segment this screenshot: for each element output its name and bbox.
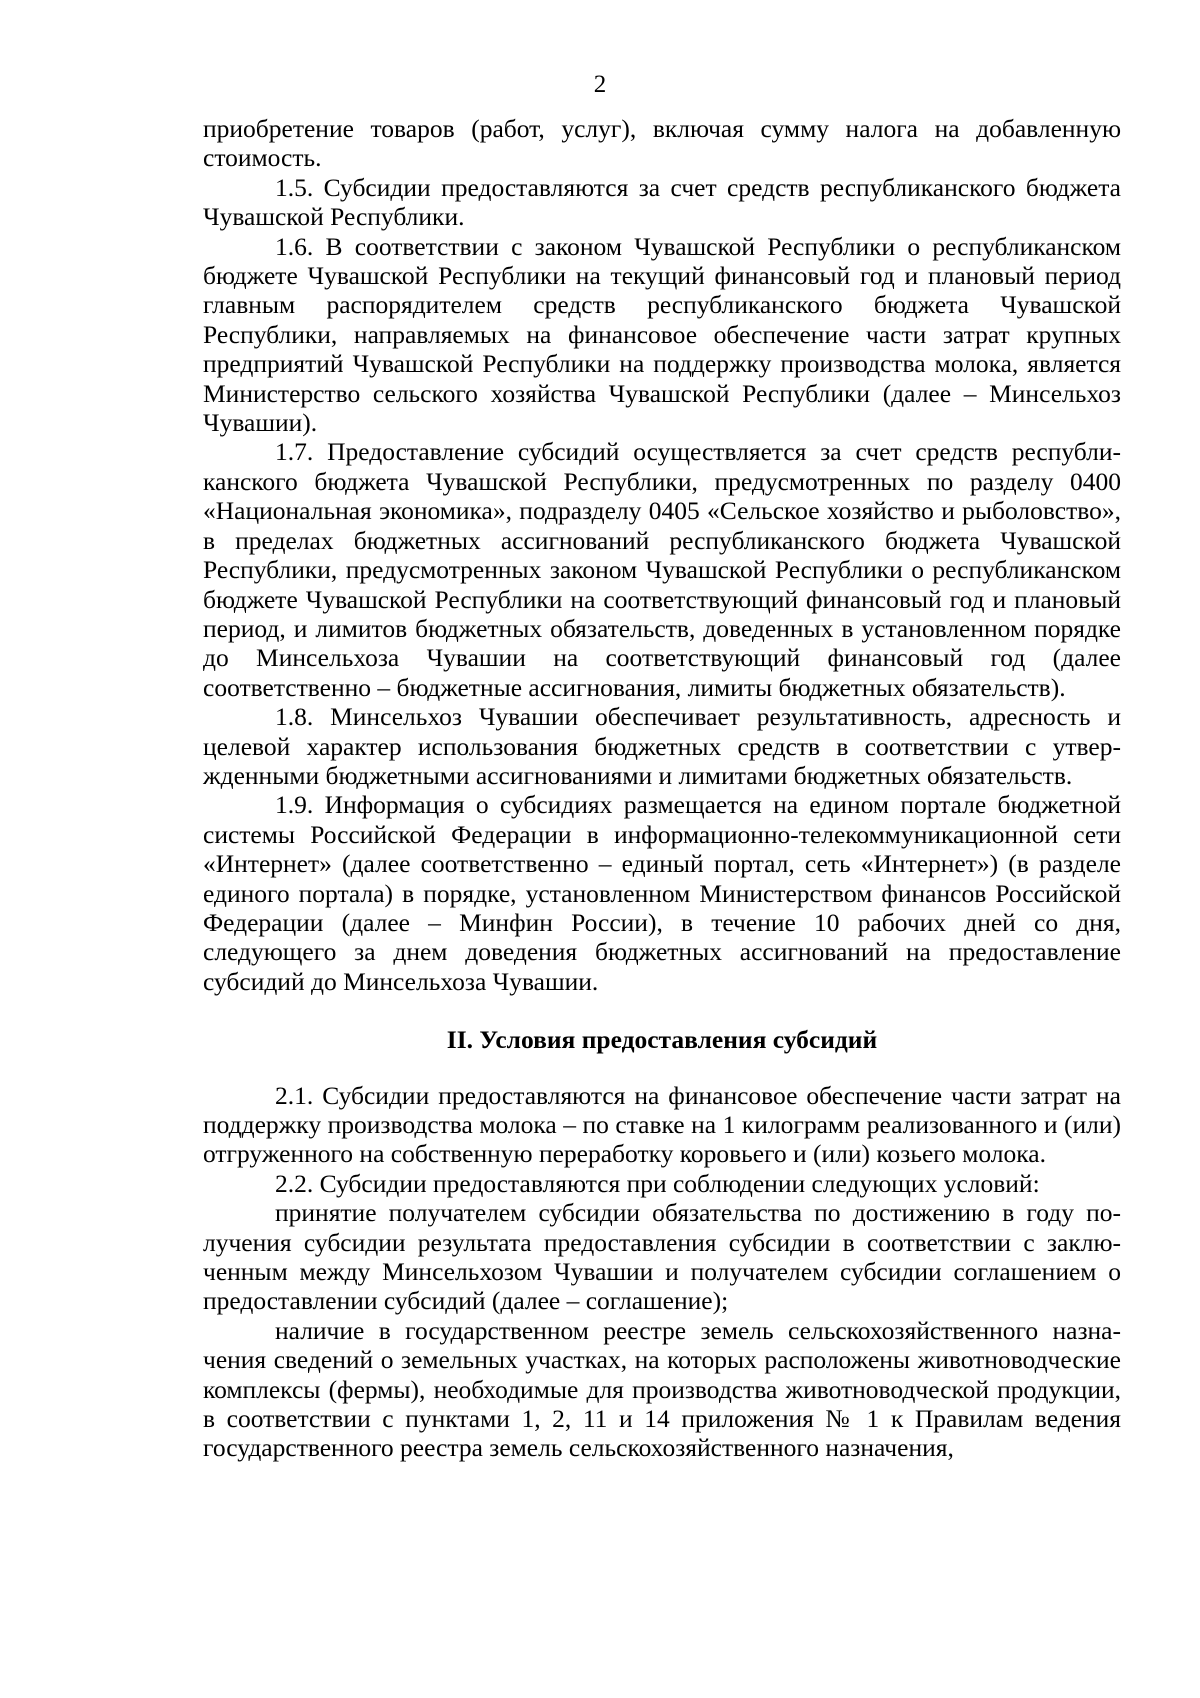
paragraph-2-2: 2.2. Субсидии предоставляются при соблюдении следующих условий: bbox=[275, 1168, 1040, 1198]
paragraph-1-6: 1.6. В соответствии с законом Чувашской Республики о республиканском бюджете Чувашской Республики на текущий финансовый год и плановый период главным распорядителем средств республиканского бюджета Чувашской Республики, направляемых на финансовое обеспечение части затрат крупных предприятий Чувашской Республики на поддержку производства молока, является Министерство сельского хозяйства Чувашской Республики (далее – Минсельхоз Чувашии). bbox=[203, 231, 1121, 438]
paragraph-1-7: 1.7. Предоставление субсидий осуществляется за счет средств республиканского бюджета Чувашской Республики, предусмотренных по разделу 0400 «Национальная экономика», подразделу 0405 «Сельское хозяйство и рыболовство», в пределах бюджетных ассигнований республиканского бюджета Чувашской Республики, предусмотренных законом Чувашской Республики о республиканском бюджете Чувашской Республики на соответствующий финансовый год и плановый период, и лимитов бюджетных обязательств, доведенных в установленном порядке до Минсельхоза Чувашии на соответствующий финансовый год (далее соответственно – бюджетные ассигнования, лимиты бюджетных обязательств). bbox=[203, 437, 1121, 702]
paragraph-1-5: 1.5. Субсидии предоставляются за счет средств республиканского бюджета Чувашской Республики. bbox=[203, 172, 1121, 232]
paragraph-1-4-continuation: приобретение товаров (работ, услуг), включая сумму налога на добавленную стоимость. bbox=[203, 114, 1121, 173]
condition-paragraph-obligation: принятие получателем субсидии обязательства по достижению в году получения субсидии результата предоставления субсидии в соответствии с заключенным между Минсельхозом Чувашии и получателем субсидии соглашением о предоставлении субсидий (далее – соглашение); bbox=[203, 1198, 1121, 1316]
section-heading: II. Условия предоставления субсидий bbox=[446, 1025, 878, 1055]
paragraph-1-8: 1.8. Минсельхоз Чувашии обеспечивает результативность, адресность и целевой характер использования бюджетных средств в соответствии с утвержденными бюджетными ассигнованиями и лимитами бюджетных обязательств. bbox=[203, 702, 1121, 790]
document-body bbox=[203, 114, 1121, 1463]
paragraph-2-1: 2.1. Субсидии предоставляются на финансовое обеспечение части затрат на поддержку производства молока – по ставке на 1 килограмм реализованного и (или) отгруженного на собственную переработку коровьего и (или) козьего молока. bbox=[203, 1080, 1121, 1169]
condition-paragraph-land-registry: наличие в государственном реестре земель сельскохозяйственного назначения сведений о земельных участках, на которых расположены животноводческие комплексы (фермы), необходимые для производства животноводческой продукции, в соответствии с пунктами 1, 2, 11 и 14 приложения № 1 к Правилам ведения государственного реестра земель сельскохозяйственного назначения, bbox=[203, 1315, 1121, 1463]
page-number: 2 bbox=[593, 71, 607, 98]
paragraph-1-9: 1.9. Информация о субсидиях размещается на едином портале бюджетной системы Российской Федерации в информационно-телекоммуникационной сети «Интернет» (далее соответственно – единый портал, сеть «Интернет») (в разделе единого портала) в порядке, установленном Министерством финансов Российской Федерации (далее – Минфин России), в течение 10 рабочих дней со дня, следующего за днем доведения бюджетных ассигнований на предоставление субсидий до Минсельхоза Чувашии. bbox=[203, 790, 1121, 996]
